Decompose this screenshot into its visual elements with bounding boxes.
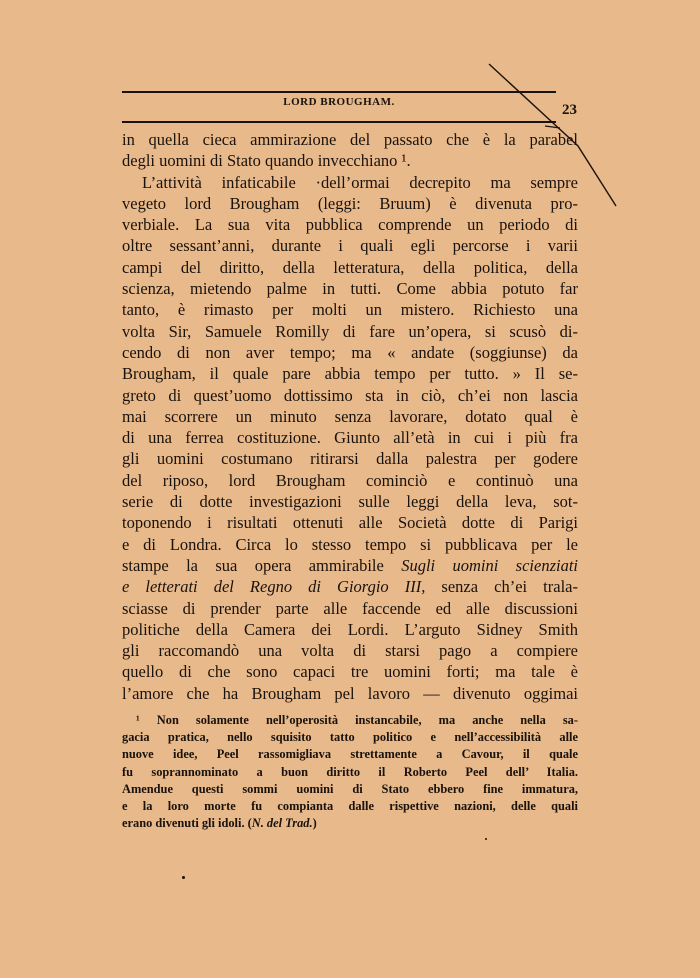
body-text-line: l’amore che ha Brougham pel lavoro — divenuto oggimai [122,683,578,703]
footnote-line: erano divenuti gli idoli. (N. del Trad.) [122,816,317,831]
stray-mark [485,838,487,840]
body-text-line: gli uomini costumano ritirarsi dalla palestra per godere [122,449,578,469]
footnote [122,712,578,832]
footnote-line: gacia pratica, nello squisito tatto politico e nell’accessibilità alle [122,730,578,745]
body-text-line: campi del diritto, della letteratura, della politica, della [122,257,578,277]
running-title: LORD BROUGHAM. [283,96,395,108]
body-text-line: serie di dotte investigazioni sulle leggi della leva, sot- [122,492,578,512]
body-text-line: greto di quest’uomo dottissimo sta in ciò, ch’ei non lascia [122,385,578,405]
body-text-line: politiche della Camera dei Lordi. L’arguto Sidney Smith [122,619,578,639]
body-text-line: mai scorrere un minuto senza lavorare, dotato qual è [122,406,578,426]
body-text-line: quello di che sono capaci tre uomini forti; ma tale è [122,662,578,682]
body-text-line: cendo di non aver tempo; ma « andate (soggiunse) da [122,342,578,362]
stray-mark [182,876,185,879]
page-number: 23 [562,102,577,118]
body-text-line: verbiale. La sua vita pubblica comprende un periodo di [122,215,578,235]
body-text-line: scienza, mietendo palme in tutti. Come abbia potuto far [122,279,578,299]
footnote-line: ¹ Non solamente nell’operosità instancabile, ma anche nella sa- [136,713,578,727]
footnote-line: nuove idee, Peel rassomigliava strettamente a Cavour, il quale [122,747,578,762]
body-text-line: toponendo i risultati ottenuti alle Società dotte di Parigi [122,513,578,533]
body-text [122,129,578,704]
body-text-line: Brougham, il quale pare abbia tempo per tutto. » Il se- [122,364,578,384]
body-text-line: degli uomini di Stato quando invecchiano ¹. [122,151,411,171]
body-text-line: del riposo, lord Brougham cominciò e continuò una [122,470,578,490]
footnote-line: Amendue questi sommi uomini di Stato ebbero fine immatura, [122,781,578,796]
footnote-line: fu soprannominato a buon diritto il Roberto Peel dell’ Italia. [122,764,578,779]
body-text-line: L’attività infaticabile ·dell’ormai decrepito ma sempre [142,172,578,192]
body-text-line: in quella cieca ammirazione del passato che è la parabel [122,130,578,149]
body-text-line: e letterati del Regno di Giorgio III, senza ch’ei trala- [122,577,578,597]
header-rule-bottom [122,121,556,123]
body-text-line: oltre sessant’anni, durante i quali egli percorse i varii [122,236,578,256]
body-text-line: e di Londra. Circa lo stesso tempo si pubblicava per le [122,534,578,554]
body-text-line: volta Sir, Samuele Romilly di fare un’opera, si scusò di- [122,321,578,341]
body-text-line: vegeto lord Brougham (leggi: Bruum) è divenuta pro- [122,193,578,213]
footnote-line: e la loro morte fu compianta dalle rispettive nazioni, delle quali [122,798,578,813]
body-text-line: stampe la sua opera ammirabile Sugli uomini scienziati [122,555,578,575]
body-text-line: di una ferrea costituzione. Giunto all’età in cui i più fra [122,428,578,448]
body-text-line: tanto, è rimasto per molti un mistero. Richiesto una [122,300,578,320]
header-rule-top [122,91,556,93]
body-text-line: gli raccomandò una volta di starsi pago a compiere [122,641,578,661]
body-text-line: sciasse di prender parte alle faccende ed alle discussioni [122,598,578,618]
